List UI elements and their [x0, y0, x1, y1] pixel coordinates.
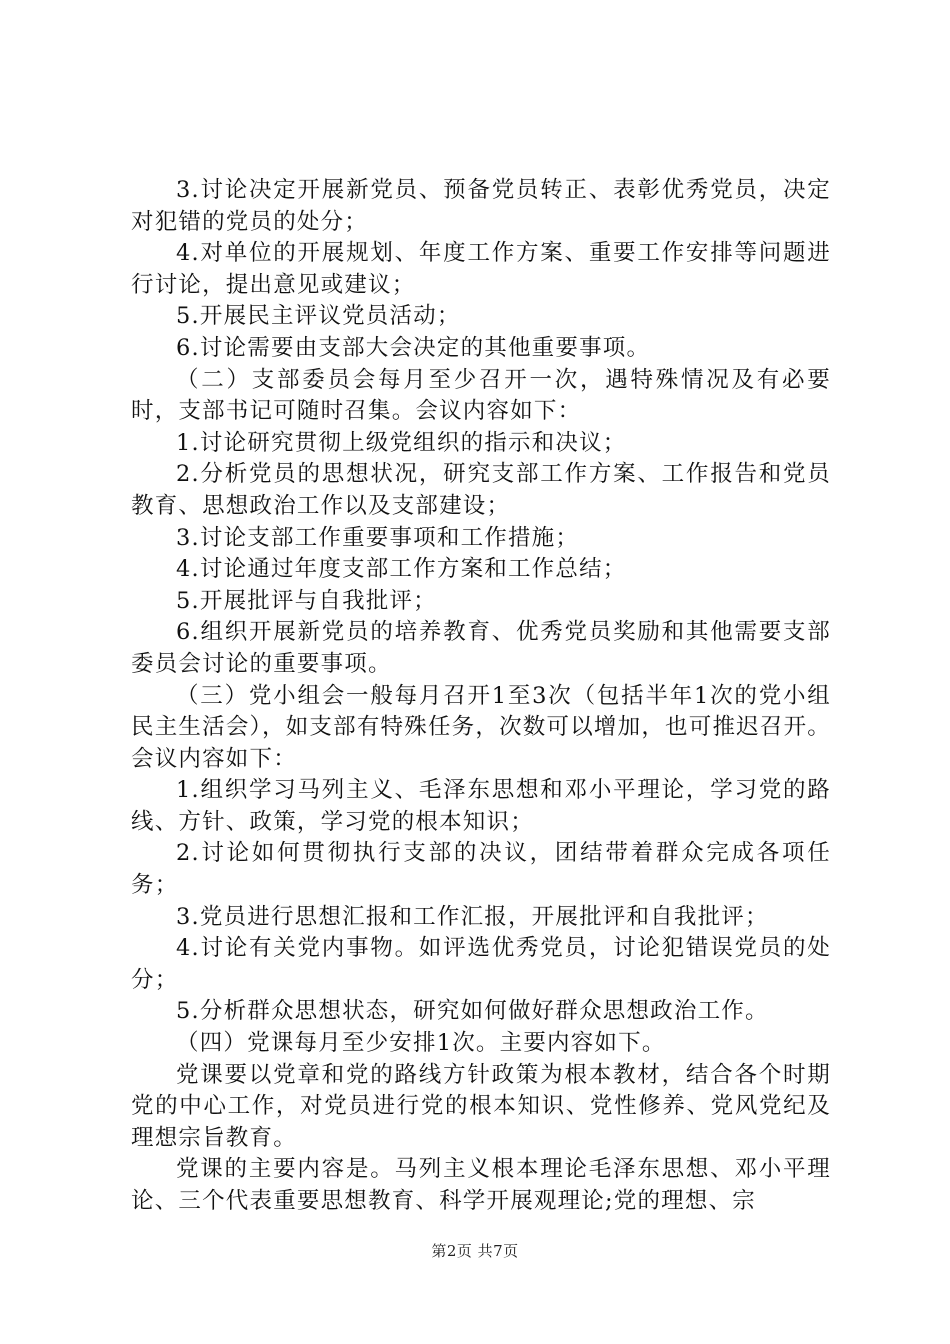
- page-number-footer: 第2页 共7页: [431, 1242, 519, 1260]
- group-item-3: 3.党员进行思想汇报和工作汇报，开展批评和自我批评；: [176, 903, 769, 930]
- lecture-paragraph-1: 党课要以党章和党的路线方针政策为根本教材，结合各个时期党的中心工作，对党员进行党的根本知识、党性修养、党风党纪及理想宗旨教育。: [131, 1061, 831, 1151]
- section-heading-group: （三）党小组会一般每月召开1至3次（包括半年1次的党小组民主生活会），如支部有特殊任务，次数可以增加，也可推迟召开。会议内容如下：: [131, 682, 831, 772]
- group-item-4: 4.讨论有关党内事物。如评选优秀党员，讨论犯错误党员的处分；: [131, 935, 831, 993]
- paragraph-item-4: 4.对单位的开展规划、年度工作方案、重要工作安排等问题进行讨论，提出意见或建议；: [131, 240, 831, 298]
- group-item-1: 1.组织学习马列主义、毛泽东思想和邓小平理论，学习党的路线、方针、政策，学习党的根本知识；: [131, 777, 831, 835]
- committee-item-3: 3.讨论支部工作重要事项和工作措施；: [176, 524, 580, 551]
- group-item-2: 2.讨论如何贯彻执行支部的决议，团结带着群众完成各项任务；: [131, 840, 831, 899]
- committee-item-1: 1.讨论研究贯彻上级党组织的指示和决议；: [176, 429, 627, 456]
- committee-item-4: 4.讨论通过年度支部工作方案和工作总结；: [176, 556, 627, 583]
- section-heading-committee: （二）支部委员会每月至少召开一次，遇特殊情况及有必要时，支部书记可随时召集。会议内容如下：: [131, 366, 831, 425]
- committee-item-6: 6.组织开展新党员的培养教育、优秀党员奖励和其他需要支部委员会讨论的重要事项。: [131, 619, 831, 677]
- lecture-paragraph-2: 党课的主要内容是。马列主义根本理论毛泽东思想、邓小平理论、三个代表重要思想教育、科学开展观理论;党的理想、宗: [131, 1156, 831, 1214]
- paragraph-item-3: 3.讨论决定开展新党员、预备党员转正、表彰优秀党员，决定对犯错的党员的处分；: [131, 177, 831, 235]
- committee-item-2: 2.分析党员的思想状况，研究支部工作方案、工作报告和党员教育、思想政治工作以及支部建设；: [131, 461, 831, 519]
- paragraph-item-5: 5.开展民主评议党员活动；: [176, 303, 461, 330]
- section-heading-lecture: （四）党课每月至少安排1次。主要内容如下。: [176, 1030, 666, 1057]
- document-body: [131, 175, 831, 1218]
- committee-item-5: 5.开展批评与自我批评；: [176, 587, 437, 614]
- paragraph-item-6: 6.讨论需要由支部大会决定的其他重要事项。: [176, 334, 651, 361]
- group-item-5: 5.分析群众思想状态，研究如何做好群众思想政治工作。: [176, 998, 769, 1025]
